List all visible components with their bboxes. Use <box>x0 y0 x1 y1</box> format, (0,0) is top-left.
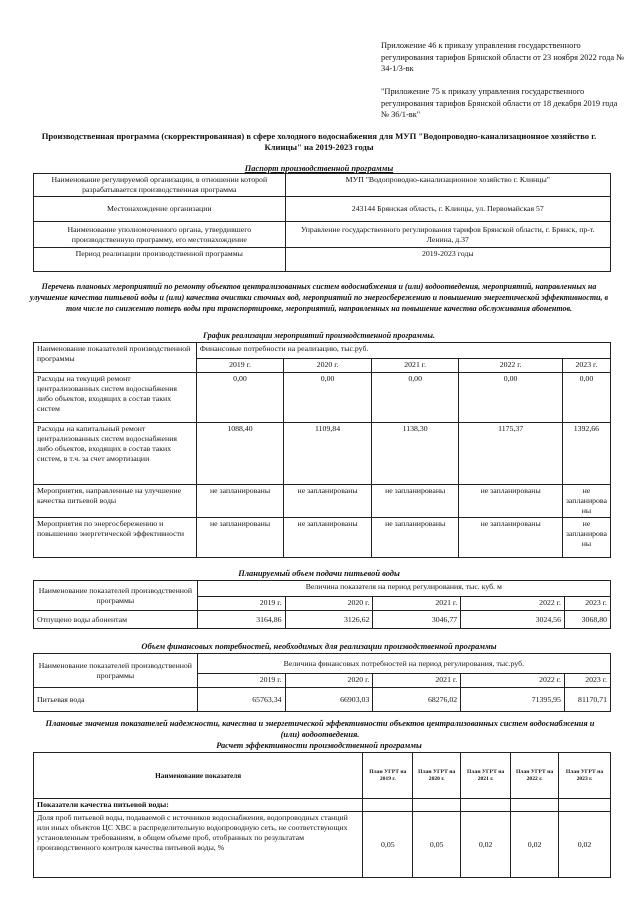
passport-value: МУП "Водопроводно-канализационное хозяйство г. Клинцы" <box>285 174 610 197</box>
table-row <box>34 423 611 485</box>
finance-heading: Объем финансовых потребностей, необходимых для реализации производственной программы <box>141 642 497 651</box>
row-name: Доля проб питьевой воды, подаваемой с источников водоснабжения, водопроводных станций или иных объектов ЦС ХВС в распределительную водопроводную сеть, не соответствующих установленным требованиям, в общем объеме проб, отобранных по результатам производственного контроля качества питьевой воды, % <box>34 812 363 878</box>
passport-label: Наименование регулируемой организации, в отношении которой разрабатывается производственная программа <box>34 174 286 197</box>
reliability-subheading: Расчет эффективности производственной программы <box>216 741 422 750</box>
row-name: Отпущено воды абонентам <box>34 611 198 629</box>
measures-col-fin: Финансовые потребности на реализацию, тыс.руб. <box>196 343 610 359</box>
cell-value: 0,05 <box>363 812 413 878</box>
reliability-heading: Плановые значения показателей надежности, качества и энергетической эффективности объектов централизованных систем водоснабжения и (или) водоотведения. <box>45 719 595 739</box>
cell-value: 66903,03 <box>285 688 373 712</box>
passport-table <box>33 173 611 272</box>
measures-table <box>33 342 611 558</box>
cell-value: не запланированы <box>371 485 459 518</box>
passport-label: Наименование уполномоченного органа, утвердившего производственную программу, его местонахождение <box>34 222 286 248</box>
year-header: 2022 г. <box>461 597 565 611</box>
row-name: Питьевая вода <box>34 688 198 712</box>
cell-value: не запланированы <box>459 518 562 558</box>
table-row <box>34 518 611 558</box>
passport-row <box>34 248 611 272</box>
year-header: 2020 г. <box>285 674 373 688</box>
cell-value: 1088,40 <box>196 423 284 485</box>
cell-value: 0,02 <box>559 812 611 878</box>
cell-value: 0,00 <box>196 373 284 423</box>
plan-header: План УГРТ на 2020 г. <box>413 753 461 799</box>
cell-value: 1109,84 <box>284 423 372 485</box>
reliability-col-name: Наименование показателя <box>34 753 363 799</box>
year-header: 2022 г. <box>461 674 565 688</box>
passport-value: Управление государственного регулирования тарифов Брянской области, г. Брянск, пр-т. Ленина, д.37 <box>285 222 610 248</box>
year-header: 2021 г. <box>371 359 459 373</box>
measures-col-name: Наименование показателей производственной программы <box>34 343 197 373</box>
passport-value: 2019-2023 годы <box>285 248 610 272</box>
row-name: Мероприятия по энергосбережению и повышению энергетической эффективности <box>34 518 197 558</box>
cell-value: 0,05 <box>413 812 461 878</box>
finance-col-val: Величина финансовых потребностей на период регулирования, тыс.руб. <box>197 654 610 674</box>
cell-value: не запланированы <box>196 518 284 558</box>
table-row <box>34 373 611 423</box>
finance-table <box>33 653 611 712</box>
cell-value: 3164,86 <box>197 611 285 629</box>
row-name: Мероприятия, направленные на улучшение качества питьевой воды <box>34 485 197 518</box>
cell-value: не запланированы <box>284 518 372 558</box>
table-row <box>34 485 611 518</box>
passport-heading: Паспорт производственной программы <box>244 164 394 173</box>
cell-value: не запланированы <box>459 485 562 518</box>
supply-col-name: Наименование показателей производственной программы <box>34 581 198 611</box>
plan-header: План УГРТ на 2023 г. <box>559 753 611 799</box>
year-header: 2020 г. <box>284 359 372 373</box>
cell-value: 0,00 <box>459 373 562 423</box>
measures-heading: Перечень плановых мероприятий по ремонту объектов централизованных систем водоснабжения и (или) водоотведения, мероприятий, направленных на улучшение качества питьевой воды и (или) качества очистки сточных вод, мероприятий по энергосбережению и повышению энергетической эффективности, в том числе по снижению потерь воды при транспортировке, мероприятий, направленных на повышение качества обслуживания абонентов. <box>29 282 609 313</box>
year-header: 2020 г. <box>285 597 373 611</box>
year-header: 2019 г. <box>197 597 285 611</box>
passport-label: Период реализации производственной программы <box>34 248 286 272</box>
cell-value: 0,02 <box>511 812 559 878</box>
plan-header: План УГРТ на 2019 г. <box>363 753 413 799</box>
cell-value: не запланированы <box>196 485 284 518</box>
passport-row <box>34 222 611 248</box>
year-header: 2023 г. <box>564 597 610 611</box>
passport-value: 243144 Брянская область, г. Клинцы, ул. Первомайская 57 <box>285 197 610 222</box>
cell-value: 1392,66 <box>562 423 610 485</box>
cell-value: 68276,02 <box>373 688 461 712</box>
cell-value: 3046,77 <box>373 611 461 629</box>
cell-value: 65763,34 <box>197 688 285 712</box>
cell-value: 1175,37 <box>459 423 562 485</box>
plan-header: План УГРТ на 2022 г. <box>511 753 559 799</box>
document-title: Производственная программа (скорректированная) в сфере холодного водоснабжения для МУП "Водопроводно-канализационное хозяйство г. Клинцы" на 2019-2023 годы <box>41 131 597 152</box>
cell-value: 71395,95 <box>461 688 565 712</box>
cell-value: 0,02 <box>461 812 511 878</box>
appendix-note-1: Приложение 46 к приказу управления государственного регулирования тарифов Брянской области от 23 ноября 2022 года № 34-1/3-вк <box>381 41 625 73</box>
plan-header: План УГРТ на 2021 г. <box>461 753 511 799</box>
year-header: 2022 г. <box>459 359 562 373</box>
cell-value: 3068,80 <box>564 611 610 629</box>
year-header: 2023 г. <box>564 674 610 688</box>
cell-value: 3126,62 <box>285 611 373 629</box>
row-name: Расходы на капитальный ремонт централизованных систем водоснабжения либо объектов, входящих в состав таких систем, в т.ч. за счет амортизации <box>34 423 197 485</box>
cell-value: 81170,71 <box>564 688 610 712</box>
cell-value: не запланирова ны <box>562 485 610 518</box>
year-header: 2019 г. <box>197 674 285 688</box>
supply-table <box>33 580 611 629</box>
cell-value: не запланированы <box>284 485 372 518</box>
table-row <box>34 688 611 712</box>
passport-row <box>34 197 611 222</box>
table-row <box>34 812 611 878</box>
cell-value: 3024,56 <box>461 611 565 629</box>
appendix-note-2: "Приложение 75 к приказу управления государственного регулирования тарифов Брянской области от 18 декабря 2019 года № 36/1-вк" <box>381 87 618 119</box>
cell-value: 1138,30 <box>371 423 459 485</box>
table-row <box>34 611 611 629</box>
row-name: Расходы на текущий ремонт централизованных систем водоснабжения либо объектов, входящих в состав таких систем <box>34 373 197 423</box>
finance-col-name: Наименование показателей производственной программы <box>34 654 198 688</box>
passport-label: Местонахождение организации <box>34 197 286 222</box>
year-header: 2019 г. <box>196 359 284 373</box>
supply-col-val: Величина показателя на период регулирования, тыс. куб. м <box>197 581 610 597</box>
passport-row <box>34 174 611 197</box>
cell-value: не запланированы <box>371 518 459 558</box>
year-header: 2023 г. <box>562 359 610 373</box>
measures-subheading: График реализации мероприятий производственной программы. <box>203 331 435 340</box>
year-header: 2021 г. <box>373 597 461 611</box>
cell-value: 0,00 <box>371 373 459 423</box>
supply-heading: Планируемый объем подачи питьевой воды <box>238 569 400 578</box>
section-label: Показатели качества питьевой воды: <box>34 799 363 812</box>
year-header: 2021 г. <box>373 674 461 688</box>
cell-value: 0,00 <box>562 373 610 423</box>
cell-value: не запланирова ны <box>562 518 610 558</box>
reliability-table <box>33 752 611 878</box>
cell-value: 0,00 <box>284 373 372 423</box>
